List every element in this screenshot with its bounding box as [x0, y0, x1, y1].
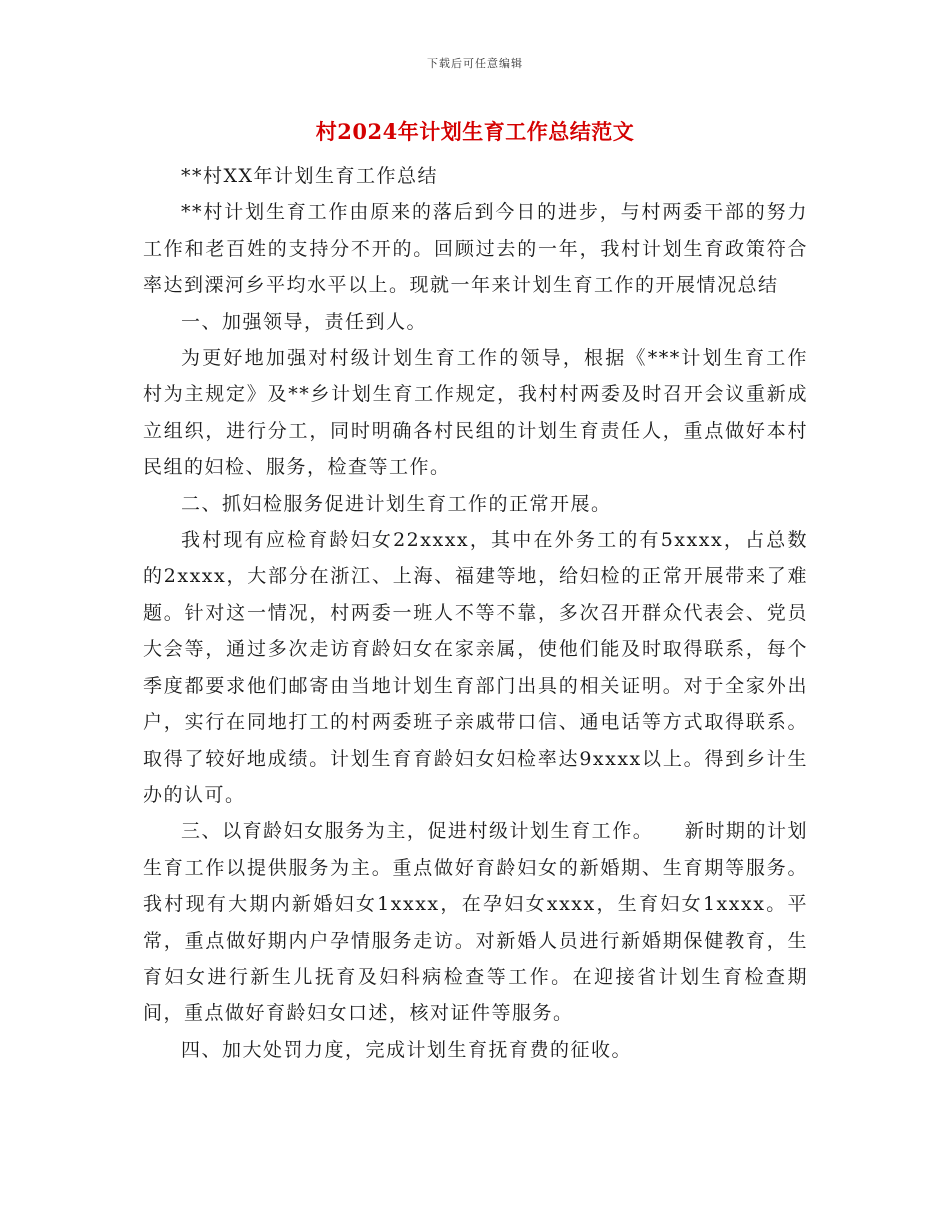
paragraph-section-2: 我村现有应检育龄妇女22xxxx，其中在外务工的有5xxxx，占总数的2xxxx，大部分在浙江、上海、福建等地，给妇检的正常开展带来了难题。针对这一情况，村两委一班人不等不靠，多次召开群众代表会、党员大会等，通过多次走访育龄妇女在家亲属，使他们能及时取得联系，每个季度都要求他们邮寄由当地计划生育部门出具的相关证明。对于全家外出户，实行在同地打工的村两委班子亲戚带口信、通电话等方式取得联系。取得了较好地成绩。计划生育育龄妇女妇检率达9xxxx以上。得到乡计生办的认可。: [143, 529, 808, 806]
paragraph-section-3: 三、以育龄妇女服务为主，促进村级计划生育工作。 新时期的计划生育工作以提供服务为主。重点做好育龄妇女的新婚期、生育期等服务。我村现有大期内新婚妇女1xxxx，在孕妇女xxxx，生育妇女1xxxx。平常，重点做好期内户孕情服务走访。对新婚人员进行新婚期保健教育，生育妇女进行新生儿抚育及妇科病检查等工作。在迎接省计划生育检查期间，重点做好育龄妇女口述，核对证件等服务。: [143, 820, 808, 1025]
paragraph-subtitle: **村XX年计划生育工作总结: [181, 165, 439, 187]
section-heading-2: 二、抓妇检服务促进计划生育工作的正常开展。: [181, 492, 612, 515]
section-heading-4: 四、加大处罚力度，完成计划生育抚育费的征收。: [181, 1038, 633, 1061]
page-header-note: 下载后可任意编辑: [427, 57, 523, 70]
section-heading-1: 一、加强领导，责任到人。: [181, 310, 428, 333]
paragraph-section-1: 为更好地加强对村级计划生育工作的领导，根据《***计划生育工作村为主规定》及**乡计划生育工作规定，我村村两委及时召开会议重新成立组织，进行分工，同时明确各村民组的计划生育责任人，重点做好本村民组的妇检、服务，检查等工作。: [143, 347, 808, 479]
document-title: 村2024年计划生育工作总结范文: [315, 119, 635, 144]
paragraph-intro: **村计划生育工作由原来的落后到今日的进步，与村两委干部的努力工作和老百姓的支持分不开的。回顾过去的一年，我村计划生育政策符合率达到溧河乡平均水平以上。现就一年来计划生育工作的开展情况总结: [143, 201, 808, 297]
document-body: [143, 158, 808, 1068]
